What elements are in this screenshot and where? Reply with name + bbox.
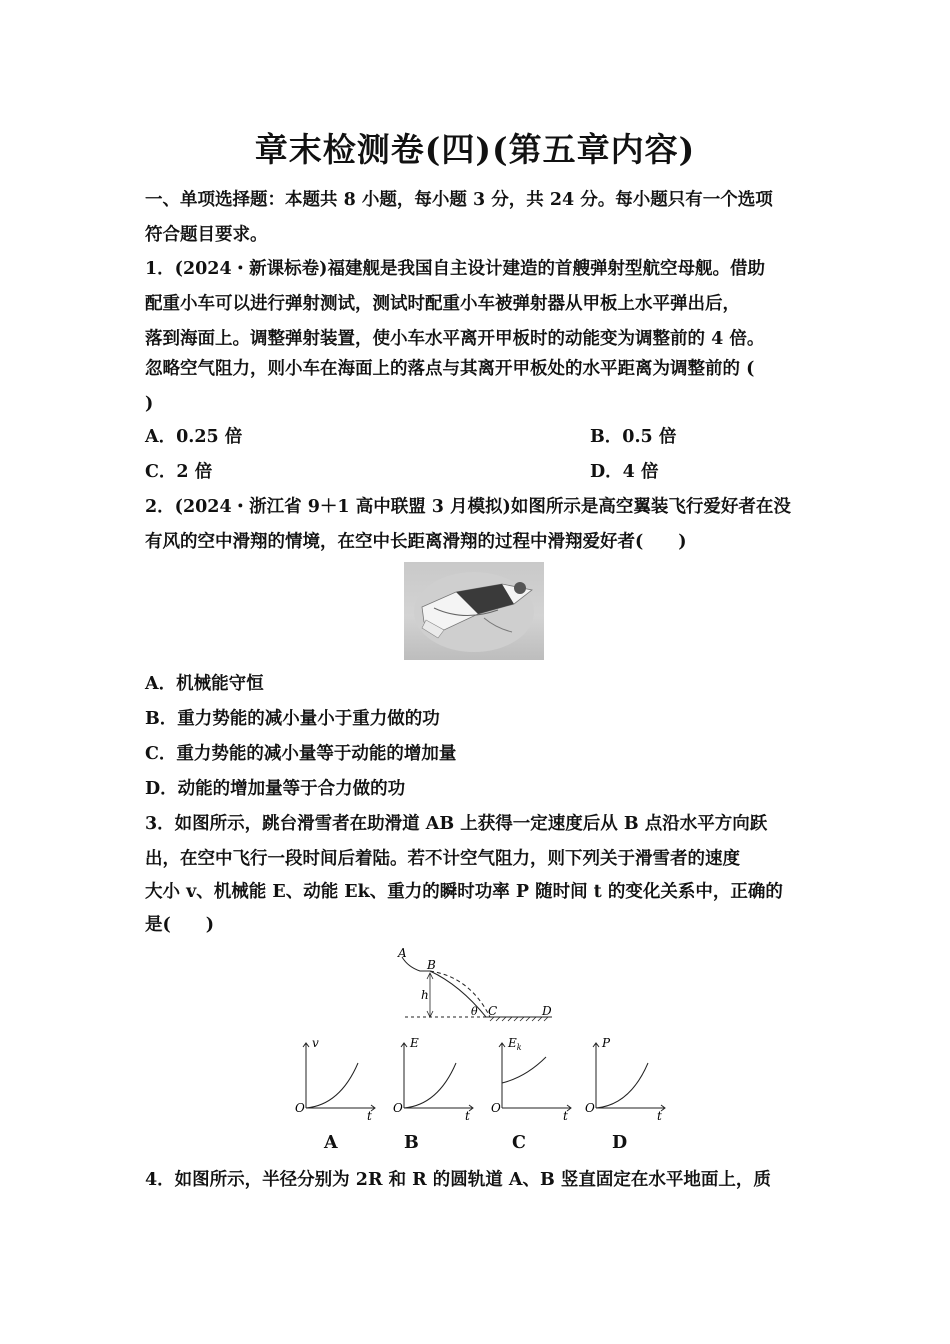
- q1-line-1: 1．(2024・新课标卷)福建舰是我国自主设计建造的首艘弹射型航空母舰。借助: [145, 259, 765, 279]
- q3-line-1: 3．如图所示，跳台滑雪者在助滑道 AB 上获得一定速度后从 B 点沿水平方向跃: [145, 814, 768, 834]
- q2-line-2: 有风的空中滑翔的情境，在空中长距离滑翔的过程中滑翔爱好者( ): [145, 532, 687, 552]
- graph-b-curve: [404, 1063, 456, 1108]
- label-d: D: [542, 1004, 552, 1018]
- graph-c-caption: C: [512, 1133, 526, 1153]
- q3-line-4: 是( ): [145, 915, 215, 935]
- q1-line-3: 落到海面上。调整弹射装置，使小车水平离开甲板时的动能变为调整前的 4 倍。: [145, 329, 765, 349]
- q3-line-3: 大小 v、机械能 E、动能 Ek、重力的瞬时功率 P 随时间 t 的变化关系中，正确的: [145, 882, 783, 902]
- graph-c-y-label: $E_k$: [508, 1036, 522, 1052]
- graph-b-x-label: t: [465, 1109, 470, 1123]
- graph-d: [585, 1036, 665, 1123]
- q2-option-d: D．动能的增加量等于合力做的功: [145, 779, 406, 799]
- graph-c: [491, 1036, 571, 1123]
- q4-line-1: 4．如图所示，半径分别为 2R 和 R 的圆轨道 A、B 竖直固定在水平地面上，质: [145, 1170, 771, 1190]
- q2-option-a: A．机械能守恒: [145, 674, 264, 694]
- graph-a-caption: A: [324, 1133, 338, 1153]
- graph-b-y-label: E: [410, 1036, 419, 1050]
- graph-d-origin: O: [585, 1101, 595, 1115]
- graph-d-curve: [596, 1063, 648, 1108]
- page-title: 章末检测卷(四)(第五章内容): [254, 130, 696, 169]
- ski-jump-diagram: [397, 946, 552, 1021]
- label-theta: θ: [471, 1005, 478, 1018]
- ski-jump-figure: [290, 945, 680, 1134]
- q1-options-row-1: [145, 425, 825, 449]
- q1-options-row-2: [145, 460, 825, 484]
- graph-d-y-label: P: [602, 1036, 611, 1050]
- graph-b: [393, 1036, 473, 1123]
- section-heading: 一、单项选择题：本题共 8 小题，每小题 3 分，共 24 分。每小题只有一个选项: [145, 190, 773, 210]
- graph-a-origin: O: [295, 1101, 305, 1115]
- wingsuit-flyer-photo: [404, 562, 544, 660]
- label-h: h: [421, 988, 429, 1002]
- graph-b-origin: O: [393, 1101, 403, 1115]
- graph-c-curve: [502, 1057, 546, 1083]
- graph-d-caption: D: [612, 1133, 628, 1153]
- q3-line-2: 出，在空中飞行一段时间后着陆。若不计空气阻力，则下列关于滑雪者的速度: [145, 849, 740, 869]
- q1-option-b: B．0.5 倍: [590, 427, 677, 447]
- q2-option-b: B．重力势能的减小量小于重力做的功: [145, 709, 440, 729]
- label-a: A: [398, 946, 407, 960]
- graph-d-x-label: t: [657, 1109, 662, 1123]
- graph-a-y-label: v: [312, 1036, 319, 1050]
- q1-line-2: 配重小车可以进行弹射测试，测试时配重小车被弹射器从甲板上水平弹出后，: [145, 294, 740, 314]
- q1-option-c: C．2 倍: [145, 462, 213, 482]
- label-b: B: [427, 958, 436, 972]
- q1-option-d: D．4 倍: [590, 462, 659, 482]
- graph-a-curve: [306, 1063, 358, 1108]
- q1-line-5: ): [145, 394, 154, 414]
- graph-a: [295, 1036, 375, 1123]
- q1-option-a: A．0.25 倍: [145, 427, 243, 447]
- graph-c-x-label: t: [563, 1109, 568, 1123]
- section-heading-cont: 符合题目要求。: [145, 225, 268, 245]
- graph-c-origin: O: [491, 1101, 501, 1115]
- graph-a-x-label: t: [367, 1109, 372, 1123]
- graph-b-caption: B: [404, 1133, 419, 1153]
- label-c: C: [488, 1004, 498, 1018]
- q1-line-4: 忽略空气阻力，则小车在海面上的落点与其离开甲板处的水平距离为调整前的 (: [145, 359, 755, 379]
- q2-line-1: 2．(2024・浙江省 9＋1 高中联盟 3 月模拟)如图所示是高空翼装飞行爱好者在没: [145, 497, 791, 517]
- q2-option-c: C．重力势能的减小量等于动能的增加量: [145, 744, 457, 764]
